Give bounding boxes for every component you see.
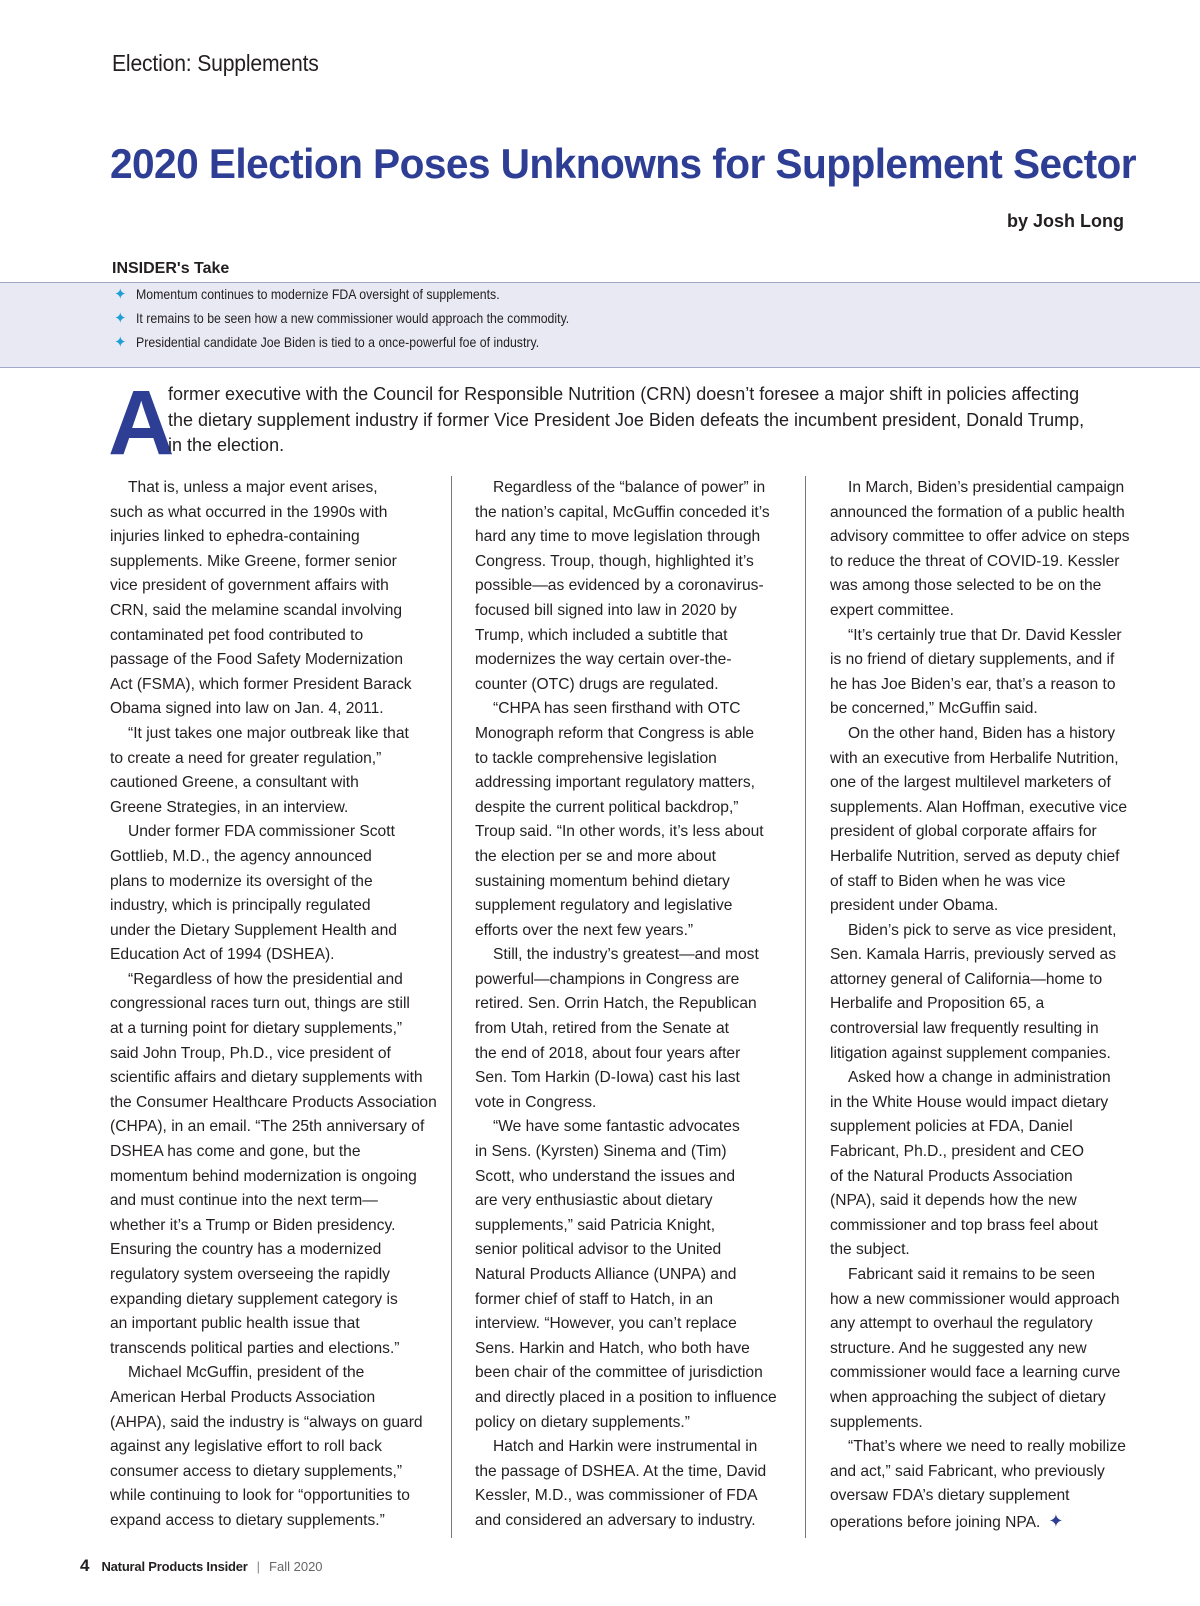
body-text-line: the subject. bbox=[830, 1241, 910, 1259]
body-text: operations before joining NPA. bbox=[830, 1513, 1041, 1531]
body-text-line: “Regardless of how the presidential and bbox=[128, 970, 403, 988]
body-text-line: Gottlieb, M.D., the agency announced bbox=[110, 847, 372, 865]
body-text-line: possible—as evidenced by a coronavirus- bbox=[475, 577, 764, 595]
body-text-line: plans to modernize its oversight of the bbox=[110, 872, 373, 890]
body-text-line: of the Natural Products Association bbox=[830, 1167, 1073, 1185]
four-point-star-icon: ✦ bbox=[1048, 1510, 1064, 1531]
body-text-line: to create a need for greater regulation,” bbox=[110, 749, 382, 767]
body-text-line: the Consumer Healthcare Products Association bbox=[110, 1093, 437, 1111]
body-text-line: Congress. Troup, though, highlighted it’s bbox=[475, 552, 754, 570]
body-text-line: Biden’s pick to serve as vice president, bbox=[848, 921, 1117, 939]
body-text-line: supplement regulatory and legislative bbox=[475, 897, 733, 915]
body-text-line: (NPA), said it depends how the new bbox=[830, 1192, 1077, 1210]
body-text-line: he has Joe Biden’s ear, that’s a reason to bbox=[830, 675, 1116, 693]
lede-line: the dietary supplement industry if former Vice President Joe Biden defeats the incumbent president, Donald Trump, bbox=[168, 409, 1085, 430]
lede-line: former executive with the Council for Responsible Nutrition (CRN) doesn’t foresee a major shift in policies affecting bbox=[168, 384, 1080, 404]
body-text-line: senior political advisor to the United bbox=[475, 1241, 722, 1259]
body-text-line: modernizes the way certain over-the- bbox=[475, 651, 732, 669]
body-text-line: expanding dietary supplement category is bbox=[110, 1290, 398, 1308]
body-text-line: addressing important regulatory matters, bbox=[475, 774, 755, 792]
insiders-take-item: ✦ Momentum continues to modernize FDA oversight of supplements. bbox=[114, 286, 500, 303]
body-text-line: be concerned,” McGuffin said. bbox=[830, 700, 1038, 718]
body-text-line: in Sens. (Kyrsten) Sinema and (Tim) bbox=[475, 1143, 727, 1161]
body-text-line: advisory committee to offer advice on steps bbox=[830, 528, 1130, 546]
body-text-line: Education Act of 1994 (DSHEA). bbox=[110, 946, 335, 964]
body-text-line: and must continue into the next term— bbox=[110, 1192, 378, 1210]
body-text-line: Under former FDA commissioner Scott bbox=[128, 823, 395, 841]
lede-line: in the election. bbox=[168, 435, 285, 455]
body-text-line: vote in Congress. bbox=[475, 1093, 597, 1111]
body-text-line: sustaining momentum behind dietary bbox=[475, 872, 730, 890]
article-body bbox=[110, 476, 1135, 1538]
body-text-line: the passage of DSHEA. At the time, David bbox=[475, 1462, 767, 1480]
body-text-line: former chief of staff to Hatch, in an bbox=[475, 1290, 714, 1308]
body-text-line: Fabricant said it remains to be seen bbox=[848, 1266, 1096, 1283]
body-text-line: transcends political parties and elections.” bbox=[110, 1339, 400, 1357]
body-text-line: one of the largest multilevel marketers of bbox=[830, 774, 1111, 792]
body-text-line: That is, unless a major event arises, bbox=[128, 479, 378, 496]
body-text-line: Trump, which included a subtitle that bbox=[475, 626, 728, 644]
four-point-star-icon: ✦ bbox=[114, 334, 127, 351]
body-text-line: (AHPA), said the industry is “always on guard bbox=[110, 1413, 423, 1431]
insiders-take-item: ✦ It remains to be seen how a new commissioner would approach the commodity. bbox=[114, 310, 570, 327]
body-text-line: despite the current political backdrop,” bbox=[475, 798, 739, 816]
body-text-line: against any legislative effort to roll back bbox=[110, 1438, 382, 1456]
insiders-take-title: INSIDER's Take bbox=[112, 260, 230, 277]
body-text-line: announced the formation of a public health bbox=[830, 503, 1125, 521]
body-text-line: in the White House would impact dietary bbox=[830, 1093, 1109, 1111]
body-column-2 bbox=[452, 476, 806, 1538]
body-text-line: attorney general of California—home to bbox=[830, 970, 1103, 988]
body-text-line: policy on dietary supplements.” bbox=[475, 1413, 690, 1431]
body-text-line: the end of 2018, about four years after bbox=[475, 1044, 741, 1062]
body-text-line: how a new commissioner would approach bbox=[830, 1290, 1120, 1308]
body-text-line: Act (FSMA), which former President Barack bbox=[110, 675, 412, 693]
body-text-line: hard any time to move legislation through bbox=[475, 528, 761, 546]
body-text-line: On the other hand, Biden has a history bbox=[848, 724, 1115, 742]
body-text-line: “It’s certainly true that Dr. David Kessler bbox=[848, 626, 1122, 644]
body-text-line: interview. “However, you can’t replace bbox=[475, 1315, 737, 1333]
body-text-line: expand access to dietary supplements.” bbox=[110, 1511, 385, 1529]
body-text-line: consumer access to dietary supplements,” bbox=[110, 1462, 403, 1480]
body-text-line: powerful—champions in Congress are bbox=[475, 970, 740, 988]
body-text-line: are very enthusiastic about dietary bbox=[475, 1192, 713, 1210]
publication-name: Natural Products Insider bbox=[101, 1559, 248, 1574]
body-text-line: Herbalife and Proposition 65, a bbox=[830, 995, 1045, 1013]
body-text-line: supplements. Mike Greene, former senior bbox=[110, 552, 397, 570]
body-text-line: structure. And he suggested any new bbox=[830, 1339, 1087, 1357]
body-text-line: whether it’s a Trump or Biden presidency. bbox=[110, 1216, 396, 1234]
body-text-line bbox=[830, 1509, 1135, 1534]
body-text-line: and considered an adversary to industry. bbox=[475, 1511, 756, 1529]
body-text-line: is no friend of dietary supplements, and if bbox=[830, 651, 1115, 669]
body-text-line: supplements,” said Patricia Knight, bbox=[475, 1216, 716, 1234]
body-column-1 bbox=[110, 476, 452, 1538]
body-text-line: supplements. Alan Hoffman, executive vice bbox=[830, 798, 1128, 816]
body-text-line: Regardless of the “balance of power” in bbox=[493, 479, 766, 496]
body-text-line: CRN, said the melamine scandal involving bbox=[110, 601, 403, 619]
body-text-line: commissioner would face a learning curve bbox=[830, 1364, 1121, 1382]
body-text-line: of staff to Biden when he was vice bbox=[830, 872, 1066, 890]
body-text-line: contaminated pet food contributed to bbox=[110, 626, 364, 644]
body-text-line: litigation against supplement companies. bbox=[830, 1044, 1111, 1062]
body-text-line: momentum behind modernization is ongoing bbox=[110, 1167, 417, 1185]
body-text-line: president of global corporate affairs for bbox=[830, 823, 1097, 841]
body-text-line: Asked how a change in administration bbox=[848, 1069, 1111, 1087]
body-text-line: Greene Strategies, in an interview. bbox=[110, 798, 349, 816]
body-text-line: the election per se and more about bbox=[475, 847, 716, 865]
body-text-line: to reduce the threat of COVID-19. Kessler bbox=[830, 552, 1120, 570]
body-text-line: “We have some fantastic advocates bbox=[493, 1118, 740, 1136]
body-text-line: was among those selected to be on the bbox=[830, 577, 1102, 595]
body-text-line: efforts over the next few years.” bbox=[475, 921, 694, 939]
body-text-line: Monograph reform that Congress is able bbox=[475, 724, 755, 742]
body-text-line: Sens. Harkin and Hatch, who both have bbox=[475, 1339, 750, 1357]
body-text-line: president under Obama. bbox=[830, 897, 999, 915]
insiders-take-item: ✦ Presidential candidate Joe Biden is tied to a once-powerful foe of industry. bbox=[114, 334, 540, 351]
byline: by Josh Long bbox=[1007, 211, 1124, 231]
body-text-line: commissioner and top brass feel about bbox=[830, 1216, 1098, 1234]
body-text-line: when approaching the subject of dietary bbox=[830, 1388, 1106, 1406]
body-text-line: injuries linked to ephedra-containing bbox=[110, 528, 360, 546]
article-headline: 2020 Election Poses Unknowns for Supplement Sector bbox=[110, 140, 1137, 187]
footer-separator: | bbox=[256, 1559, 261, 1574]
body-text-line: “That’s where we need to really mobilize bbox=[848, 1438, 1126, 1456]
body-text-line: expert committee. bbox=[830, 601, 954, 619]
body-text-line: counter (OTC) drugs are regulated. bbox=[475, 675, 719, 693]
body-text-line: “CHPA has seen firsthand with OTC bbox=[493, 700, 741, 718]
body-text-line: vice president of government affairs with bbox=[110, 577, 389, 595]
body-text-line: supplements. bbox=[830, 1413, 923, 1431]
body-text-line: DSHEA has come and gone, but the bbox=[110, 1143, 361, 1161]
body-text-line: cautioned Greene, a consultant with bbox=[110, 774, 359, 792]
body-text-line: scientific affairs and dietary supplements with bbox=[110, 1069, 423, 1087]
body-text-line: regulatory system overseeing the rapidly bbox=[110, 1266, 390, 1283]
body-text-line: Hatch and Harkin were instrumental in bbox=[493, 1438, 758, 1456]
body-text-line: “It just takes one major outbreak like that bbox=[128, 724, 409, 742]
body-text-line: Scott, who understand the issues and bbox=[475, 1167, 736, 1185]
drop-cap: A bbox=[108, 372, 173, 474]
body-text-line: Sen. Kamala Harris, previously served as bbox=[830, 946, 1117, 964]
body-text-line: with an executive from Herbalife Nutrition, bbox=[830, 749, 1119, 767]
body-text-line: Ensuring the country has a modernized bbox=[110, 1241, 382, 1259]
body-text-line: any attempt to overhaul the regulatory bbox=[830, 1315, 1093, 1333]
body-text-line: from Utah, retired from the Senate at bbox=[475, 1020, 729, 1038]
four-point-star-icon: ✦ bbox=[114, 286, 127, 303]
body-text-line: been chair of the committee of jurisdiction bbox=[475, 1364, 763, 1382]
body-text-line: said John Troup, Ph.D., vice president of bbox=[110, 1044, 391, 1062]
issue-label: Fall 2020 bbox=[269, 1559, 323, 1574]
body-text-line: Obama signed into law on Jan. 4, 2011. bbox=[110, 700, 384, 718]
body-text-line: American Herbal Products Association bbox=[110, 1388, 376, 1406]
body-text-line: Herbalife Nutrition, served as deputy chief bbox=[830, 847, 1120, 865]
body-text-line: and directly placed in a position to influence bbox=[475, 1388, 777, 1406]
body-text-line: while continuing to look for “opportunities to bbox=[110, 1487, 410, 1505]
body-text-line: focused bill signed into law in 2020 by bbox=[475, 601, 737, 619]
body-text-line: at a turning point for dietary supplements,” bbox=[110, 1020, 403, 1038]
page-number: 4 bbox=[80, 1556, 90, 1575]
body-text-line: such as what occurred in the 1990s with bbox=[110, 503, 388, 521]
body-text-line: Still, the industry’s greatest—and most bbox=[493, 946, 759, 964]
body-text-line: (CHPA), in an email. “The 25th anniversary of bbox=[110, 1118, 425, 1136]
body-text-line: Natural Products Alliance (UNPA) and bbox=[475, 1266, 737, 1283]
body-text-line: the nation’s capital, McGuffin conceded it’s bbox=[475, 503, 770, 521]
body-column-3 bbox=[806, 476, 1135, 1538]
body-text-line: Troup said. “In other words, it’s less about bbox=[475, 823, 764, 841]
body-text-line: to tackle comprehensive legislation bbox=[475, 749, 717, 767]
body-text-line: In March, Biden’s presidential campaign bbox=[848, 479, 1125, 496]
body-text-line: Fabricant, Ph.D., president and CEO bbox=[830, 1143, 1084, 1161]
body-text-line: Kessler, M.D., was commissioner of FDA bbox=[475, 1487, 758, 1505]
body-text-line: an important public health issue that bbox=[110, 1315, 360, 1333]
body-text-line: passage of the Food Safety Modernization bbox=[110, 651, 403, 669]
body-text-line: Michael McGuffin, president of the bbox=[128, 1364, 365, 1382]
body-text-line: under the Dietary Supplement Health and bbox=[110, 921, 397, 939]
four-point-star-icon: ✦ bbox=[114, 310, 127, 327]
body-text-line: congressional races turn out, things are still bbox=[110, 995, 410, 1013]
section-label: Election: Supplements bbox=[112, 50, 319, 76]
body-text-line: controversial law frequently resulting in bbox=[830, 1020, 1099, 1038]
body-text-line: industry, which is principally regulated bbox=[110, 897, 371, 915]
lede-paragraph bbox=[168, 382, 1128, 459]
body-text-line: supplement policies at FDA, Daniel bbox=[830, 1118, 1073, 1136]
body-text-line: retired. Sen. Orrin Hatch, the Republican bbox=[475, 995, 757, 1013]
body-text-line: oversaw FDA’s dietary supplement bbox=[830, 1487, 1070, 1505]
page-footer bbox=[80, 1556, 323, 1576]
body-text-line: and act,” said Fabricant, who previously bbox=[830, 1462, 1105, 1480]
body-text-line: Sen. Tom Harkin (D-Iowa) cast his last bbox=[475, 1069, 740, 1087]
insiders-take-box bbox=[0, 282, 1200, 368]
